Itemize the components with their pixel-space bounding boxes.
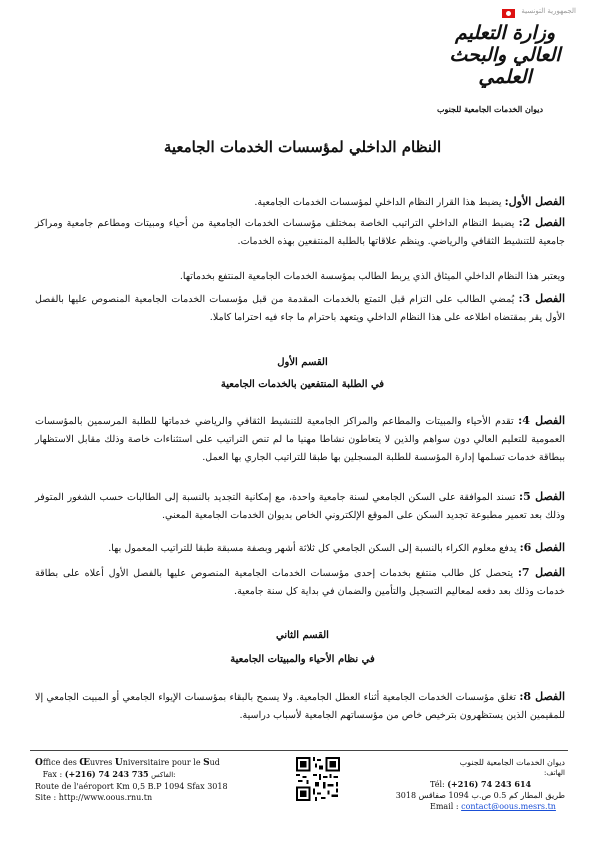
article-label: الفصل 7: [517, 566, 565, 579]
section-2-heading: القسم الثاني [276, 630, 329, 641]
email-line: Email : contact@oous.mesrs.tn [430, 802, 556, 811]
article-4 [35, 412, 565, 467]
article-label: الفصل 3: [518, 292, 565, 305]
fax-line: Fax : (+216) 74 243 735 الفاكس: [42, 769, 176, 779]
ministry-logo-text: وزارة التعليم العالي والبحث العلمي [449, 22, 561, 88]
article-label: الفصل الأول: [504, 195, 565, 208]
article-6 [35, 539, 565, 558]
article-text: يضبط النظام الداخلي التراتيب الخاصة بمختلف مؤسسات الخدمات الجامعية من أحياء ومبيتات ومطاعم جامعية ومراكز جامعية للتنشيط الثقافي والرياضي. وينظم علاقاتها بالطلبة المنتفعين بهذه الخدمات. [35, 218, 565, 247]
footer-left [35, 757, 275, 803]
article-label: الفصل 2: [518, 216, 566, 229]
republic-label: الجمهورية التونسية [521, 7, 576, 15]
article-text: تقدم الأحياء والمبيتات والمطاعم والمراكز الجامعية للتنشيط الثقافي والرياضي خدماتها للطلبة المرسمين بالمؤسسات العمومية للتعليم العالي دون سواهم والذين لا يتعاطون نشاطا مهنيا ما لم تنص التراتيب على استثناءات خاصة وذلك مقابل الاستظهار ببطاقة خدمات تسلمها إدارة المؤسسة للطلبة المسجلين بها طبقا للتراتيب الجاري بها العمل. [35, 416, 565, 463]
section-2-subheading: في نظام الأحياء والمبيتات الجامعية [230, 654, 375, 665]
article-text: تسند الموافقة على السكن الجامعي لسنة جامعية واحدة، مع إمكانية التجديد بالنسبة إلى الطالبات حسب الشغور المتوفر وذلك بعد تعمير مطبوعة تجديد السكن على الموقع الإلكتروني الخاص بديوان الخدمات الجامعية المعني. [35, 492, 565, 521]
article-2 [35, 214, 565, 251]
office-name-ar: ديوان الخدمات الجامعية للجنوب [459, 758, 565, 767]
footer-right [370, 757, 565, 812]
article-text: يدفع معلوم الكراء بالنسبة إلى السكن الجامعي كل ثلاثة أشهر وبصفة مسبقة طبقا للتراتيب المعمول بها. [108, 543, 520, 554]
article-7 [35, 564, 565, 601]
footer-divider [30, 750, 568, 751]
address-ar: طريق المطار كم 0.5 ص.ب 1094 صفاقس 3018 [395, 791, 565, 800]
site-link[interactable]: Site : http://www.oous.rnu.tn [35, 793, 153, 802]
article-label: الفصل 4: [518, 414, 565, 427]
article-label: الفصل 6: [519, 541, 565, 554]
article-label: الفصل 5: [519, 490, 565, 503]
article-text: يتحصل كل طالب منتفع بخدمات إحدى مؤسسات الخدمات الجامعية المنصوص عليها بالفصل الأول أعلاه على بطاقة خدمات وذلك بعد دفعه لمعاليم التسجيل والتأمين والضمان في بداية كل سنة جامعية. [35, 568, 565, 597]
article-text: تغلق مؤسسات الخدمات الجامعية أثناء العطل الجامعية. ولا يسمح بالبقاء بمؤسسات الإيواء الجامعي أو المبيت الجامعي إلا للمقيمين الذين يستظهرون بترخيص خاص من مؤسساتهم الجامعية لأسباب دراسية. [35, 692, 565, 721]
article-2-continued [35, 268, 565, 286]
tel-line: Tél: (+216) 74 243 614 [430, 779, 532, 789]
article-5 [35, 488, 565, 525]
article-8 [35, 688, 565, 725]
page-title: النظام الداخلي لمؤسسات الخدمات الجامعية [163, 138, 442, 156]
article-label: الفصل 8: [519, 690, 565, 703]
section-1-heading: القسم الأول [277, 357, 328, 368]
article-1 [35, 193, 565, 212]
article-3 [35, 290, 565, 327]
office-name-fr: Office des Œuvres Universitaire pour le Sud [35, 758, 220, 768]
tel-label-ar: الهاتف: [544, 769, 565, 777]
article-text: يضبط هذا القرار النظام الداخلي لمؤسسات الخدمات الجامعية. [254, 197, 505, 208]
email-link[interactable]: contact@oous.mesrs.tn [461, 802, 556, 811]
article-text: ويعتبر هذا النظام الداخلي الميثاق الذي يربط الطالب بمؤسسة الخدمات الجامعية المنتفع بخدماتها. [179, 271, 565, 282]
tunisia-flag-icon [502, 9, 515, 18]
office-name: ديوان الخدمات الجامعية للجنوب [436, 104, 544, 114]
section-1-subheading: في الطلبة المنتفعين بالخدمات الجامعية [220, 379, 385, 390]
qr-code-icon [296, 757, 340, 801]
address-fr: Route de l'aéroport Km 0,5 B.P 1094 Sfax 3018 [35, 782, 228, 791]
article-text: يُمضي الطالب على التزام قبل التمتع بالخدمات المقدمة من قبل مؤسسات الخدمات الجامعية المنصوص عليها بالفصل الأول يقر بمقتضاه اطلاعه على هذا النظام الداخلي ويتعهد باحترام ما جاء فيه احتراما كاملا. [35, 294, 565, 323]
